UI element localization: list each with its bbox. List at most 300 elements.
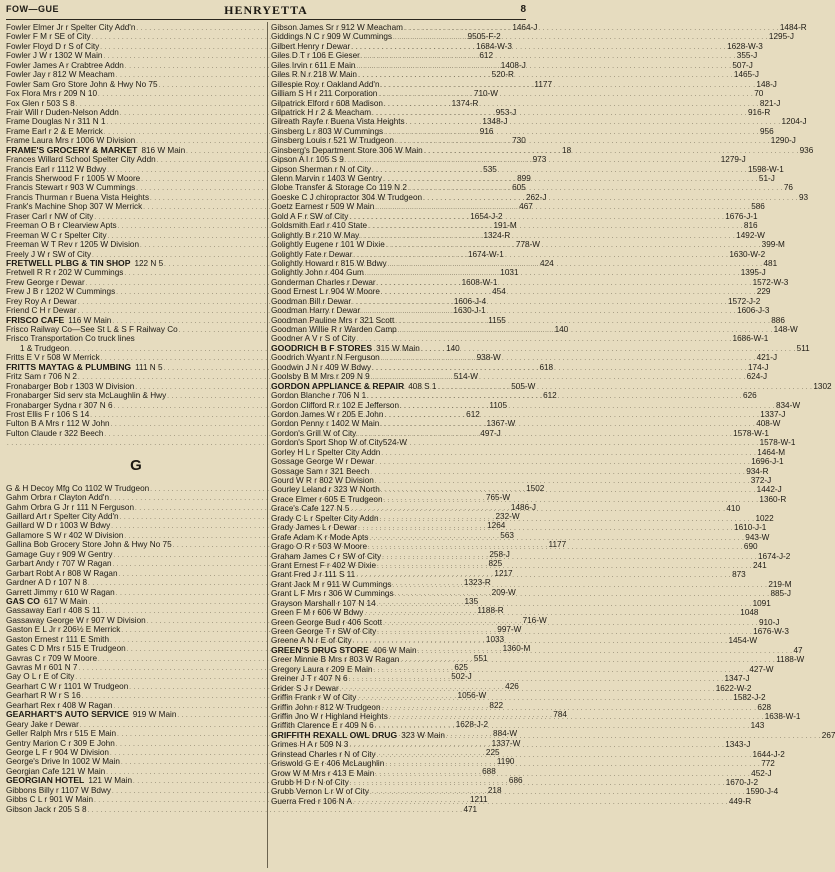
listing-row: [271, 98, 781, 108]
listing-row: [271, 136, 796, 146]
phone-number: 1264: [487, 521, 506, 531]
listing-name: Fowler Elmer Jr r Spelter City Add'n: [6, 23, 136, 32]
listing-row: [271, 664, 774, 674]
listing-name: Gilpatrick Elford r 608 Madison: [271, 98, 383, 108]
listing-name: FRISCO CAFE: [6, 314, 65, 325]
listing-name: Golightly Fate r Dewar: [271, 249, 353, 259]
listing-name: Griffin Jno W r Highland Heights: [271, 711, 388, 721]
phone-number: 1022: [755, 513, 774, 523]
phone-number: 505-W: [511, 381, 536, 391]
phone-number: 1217: [494, 568, 513, 578]
phone-number: 1578-W-1: [759, 438, 796, 448]
phone-number: 1572-J-2: [727, 296, 761, 306]
listing-name: GRIFFITH REXALL OWL DRUG: [271, 729, 398, 740]
listing-name: Gallamore S W r 402 W Division: [6, 530, 124, 540]
phone-number: 427-W: [749, 664, 774, 674]
listing-name: Frame Douglas N r 311 N 1: [6, 117, 106, 127]
listing-name: Gavras C r 709 W Moore: [6, 653, 97, 663]
listing-row: [271, 523, 767, 533]
phone-number: 1486-J: [510, 502, 536, 512]
listing-name: Freeman W C r Spelter City: [6, 230, 107, 240]
listing-row: [271, 41, 763, 51]
phone-number: 140: [446, 343, 460, 353]
listing-name: Fretwell R R r 202 W Cummings: [6, 268, 124, 278]
business-listing: [271, 380, 832, 391]
listing-name: Gregory Laura r 209 E Main: [271, 664, 373, 674]
listing-name: Grant Fred J r 111 S 11: [271, 570, 356, 580]
listing-name: Giles R N r 218 W Main: [271, 70, 357, 80]
phone-number: 690: [743, 542, 758, 552]
phone-number: 454: [492, 287, 506, 297]
listing-name: Goetz Earnest r 509 W Main: [271, 202, 375, 212]
listing-row: [271, 428, 769, 438]
listing-name: Fronabarger Bob r 1303 W Division: [6, 381, 135, 391]
listing-name: Grubb Vernon L r W of City: [271, 787, 369, 797]
listing-name: Gibbs C L r 901 W Main: [6, 795, 94, 805]
listing-name: Fowler J W r 1302 W Main: [6, 51, 103, 61]
phone-number: 688: [482, 766, 496, 776]
phone-number: 1628-W-3: [727, 41, 763, 51]
phone-number: 710-W: [473, 89, 499, 99]
listing-row: [271, 419, 781, 429]
listing-name: Francis Thurman r Buena Vista Heights: [6, 192, 150, 202]
phone-number: 1091: [752, 598, 771, 608]
listing-name: Glenn Marvin r 1403 W Gentry: [271, 174, 383, 183]
listing-name: GEORGIAN HOTEL: [6, 775, 85, 786]
phone-number: 626: [743, 391, 757, 401]
listing-row: [271, 530, 770, 542]
listing-name: Gallina Bob Grocery Store John & Hwy No 75: [6, 540, 172, 550]
listing-name: Friend C H r Dewar: [6, 306, 77, 316]
phone-number: 372-J: [750, 476, 772, 485]
phone-number: 1628-J-2: [455, 719, 489, 729]
phone-number: 471: [463, 804, 478, 814]
listing-row: [271, 513, 774, 523]
listing-row: [271, 164, 784, 174]
phone-number: 410: [726, 504, 741, 514]
phone-number: 1638-W-1: [764, 711, 801, 721]
phone-number: 1190: [496, 757, 515, 767]
listing-name: Goodrich Wyant r N Ferguson: [271, 353, 380, 363]
phone-number: 956: [759, 126, 774, 136]
phone-number: 816: [743, 221, 758, 231]
listing-address: 116 W Main: [68, 315, 112, 325]
phone-number: 1644-J-2: [752, 749, 785, 759]
phone-number: 1676-J-1: [725, 211, 758, 221]
phone-number: 822: [489, 700, 504, 710]
phone-number: 1676-W-3: [753, 627, 789, 636]
phone-number: 1572-W-3: [752, 277, 789, 287]
phone-number: 1056-W: [457, 691, 487, 701]
listing-name: Green George Bud r 406 Scott: [271, 617, 383, 627]
phone-number: 1374-R: [451, 98, 479, 108]
listing-name: FRITTS MAYTAG & PLUMBING: [6, 361, 132, 372]
listing-row: [271, 796, 752, 806]
phone-number: 1177: [548, 540, 567, 550]
phone-number: 1295-J: [768, 32, 794, 42]
phone-number: 1464-J: [512, 23, 538, 32]
listing-name: Gahm Orbra G Jr r 111 N Ferguson: [6, 502, 135, 512]
listing-address: 121 W Main: [88, 776, 132, 786]
listing-name: Fowler Floyd D r S of City: [6, 41, 100, 51]
phone-number: 1582-J-2: [733, 693, 766, 703]
listing-name: Gilreath Rayfe r Buena Vista Heights: [271, 117, 405, 127]
listing-name: Geller Ralph Mrs r 515 E Main: [6, 729, 117, 739]
listing-row: [271, 447, 786, 457]
listing-name: GORDON APPLIANCE & REPAIR: [271, 380, 405, 391]
listing-name: Freeman W T Rev r 1205 W Division: [6, 240, 140, 250]
listing-name: Griffin John r 812 W Trudgeon: [271, 702, 381, 712]
phone-number: 467: [519, 202, 533, 212]
phone-number: 1188-R: [477, 606, 504, 616]
phone-number: 778-W: [515, 240, 541, 250]
listing-name: Goodman Bill r Dewar: [271, 296, 352, 306]
listing-name: Grant Jack M r 911 W Cummings: [271, 579, 392, 589]
listing-row: [271, 32, 794, 42]
listing-name: G & H Decoy Mfg Co 1102 W Trudgeon: [6, 483, 150, 493]
listing-name: George L F r 904 W Division: [6, 747, 109, 757]
listing-name: Fulton B A Mrs r 112 W John: [6, 419, 110, 429]
listing-name: Grace Elmer r 605 E Trudgeon: [271, 494, 383, 504]
phone-number: 1105: [489, 400, 507, 410]
listing-name: Grayson Marshall r 107 N 14: [271, 598, 376, 608]
listing-name: Golightly John r 404 Gum: [271, 268, 364, 278]
listing-name: Grinstead Charles r N of City: [271, 749, 376, 759]
phone-number: 784: [553, 710, 567, 720]
listing-row: [271, 51, 758, 61]
listing-name: Good Ernest L r 904 W Moore: [271, 287, 380, 297]
phone-number: 1337-W: [491, 738, 521, 748]
phone-number: 612: [543, 391, 557, 401]
phone-number: 481: [763, 258, 778, 268]
listing-row: [271, 787, 779, 797]
listing-name: Fowler Jay r 812 W Meacham: [6, 70, 115, 80]
phone-number: 884-W: [493, 729, 518, 739]
listing-name: Greer Minnie B Mrs r 803 W Ragan: [271, 655, 400, 665]
phone-number: 1031: [500, 268, 519, 278]
phone-number: 916-R: [748, 107, 771, 117]
listing-name: Gordon Blanche r 706 N 1: [271, 391, 367, 401]
phone-number: 1464-M: [757, 447, 786, 457]
listing-row: [271, 183, 793, 193]
phone-number: 1590-J-4: [745, 787, 779, 797]
phone-number: 1323-R: [463, 578, 491, 588]
phone-number: 1337-J: [760, 409, 786, 419]
listing-name: Grimes H A r 509 N 3: [271, 740, 349, 750]
listing-name: Greene A N r E of City: [271, 636, 352, 646]
phone-number: 1598-W-1: [748, 164, 784, 174]
listing-name: Fowler Sam Gro Store John & Hwy No 75: [6, 79, 158, 89]
phone-number: 1408-J: [500, 60, 526, 70]
listing-name: Frank's Machine Shop 307 W Merrick: [6, 202, 143, 212]
business-listing: [271, 729, 835, 740]
listing-name: Gordon Penny r 1402 W Main: [271, 419, 380, 429]
listing-name: Frost Ellis F r 106 S 14: [6, 409, 90, 419]
phone-number: 232-W: [495, 512, 520, 521]
listing-row: [271, 504, 741, 514]
listing-row: [271, 70, 759, 80]
listing-name: Frew J B r 1202 W Cummings: [6, 287, 116, 297]
listing-name: Gaston E L Jr r 206½ E Merrick: [6, 625, 121, 635]
phone-number: 834-W: [775, 400, 801, 410]
listing-address: 111 N 5: [135, 362, 163, 372]
listing-name: Freeman O B r Clearview Apts: [6, 221, 117, 231]
phone-number: 408-W: [756, 419, 781, 429]
phone-number: 520-R: [491, 70, 514, 80]
leader-dots: [353, 797, 728, 808]
phone-number: 938-W: [476, 353, 501, 363]
phone-number: 1610-J-1: [734, 523, 767, 533]
listing-name: GAS CO: [6, 595, 40, 606]
listing-name: Grago O R r 503 W Moore: [271, 542, 368, 552]
listing-name: Gassaway George W r 907 W Division: [6, 615, 146, 625]
phone-number: 625: [454, 663, 468, 672]
phone-number: 267: [821, 730, 835, 740]
listing-name: Garrett Jimmy r 610 W Ragan: [6, 587, 115, 597]
phone-number: 943-W: [745, 532, 770, 542]
listing-name: Gilbert Henry r Dewar: [271, 41, 351, 51]
listing-name: Frair Will r Duden-Nelson Addn: [6, 107, 119, 117]
phone-number: 524-W: [382, 438, 408, 448]
phone-number: 535: [483, 164, 497, 174]
listing-row: [271, 438, 796, 448]
listing-row: [271, 249, 766, 259]
phone-number: 1686-W-1: [732, 334, 769, 344]
listing-name: Grady James L r Dewar: [271, 523, 358, 533]
phone-number: 1324-R: [483, 230, 511, 240]
listing-name: Grant Ernest F r 402 W Dixie: [271, 560, 377, 570]
listing-name: Gaillard Art r Spelter City Add'n: [6, 512, 119, 521]
listing-name: Grow W M Mrs r 413 E Main: [271, 768, 375, 778]
listing-name: Gourley Leland r 323 W North: [271, 485, 380, 495]
listing-name: Gorley H L r Spelter City Addn: [271, 447, 381, 457]
listing-name: Gibson James Sr r 912 W Meacham: [271, 23, 403, 32]
listing-name: Grider S J r Dewar: [271, 683, 339, 693]
listing-name: Fritz Sam r 706 N 2: [6, 372, 77, 382]
phone-number: 507-J: [732, 60, 753, 70]
listing-name: Freely J W r SW of City: [6, 249, 92, 259]
phone-number: 1188-W: [776, 655, 805, 665]
listing-row: [271, 221, 758, 231]
listing-row: [271, 608, 759, 618]
listing-name: FRETWELL PLBG & TIN SHOP: [6, 257, 131, 268]
listing-row: [271, 296, 761, 306]
listing-row: [271, 353, 778, 363]
listing-name: Griffin Frank r W of City: [271, 693, 357, 703]
phone-number: 899: [517, 174, 531, 183]
listing-name: Fox Flora Mrs r 209 N 10: [6, 89, 97, 99]
phone-number: 873: [732, 570, 746, 580]
listing-address: 122 N 5: [134, 258, 164, 268]
listing-row: [271, 89, 764, 99]
listing-name: Gates C D Mrs r 515 E Trudgeon: [6, 644, 126, 654]
listing-name: Gaillard W D r 1003 W Bdwy: [6, 521, 111, 531]
phone-number: 1654-J-2: [470, 211, 503, 221]
listing-name: Garbart Andy r 707 W Ragan: [6, 559, 112, 569]
phone-number: 219-M: [768, 579, 792, 589]
listing-name: FRAME'S GROCERY & MARKET: [6, 144, 138, 155]
phone-number: 1290-J: [770, 136, 796, 146]
listing-name: Gilpatrick H r 2 & Meacham: [271, 107, 372, 117]
phone-number: 936: [799, 145, 814, 155]
listing-name: Goodman Willie R r Warden Camp: [271, 325, 397, 334]
listing-name: Green George T r SW of City: [271, 627, 377, 636]
header-range: FOW—GUE: [6, 4, 59, 14]
phone-number: 1454-W: [728, 636, 758, 646]
phone-number: 258-J: [489, 549, 510, 559]
listing-name: Frisco Transportation Co truck lines: [6, 334, 135, 344]
phone-number: 174-J: [748, 362, 769, 372]
listing-row: [271, 23, 807, 32]
listing-name: Fritts E V r 508 W Merrick: [6, 353, 100, 363]
listing-address: 406 W Main: [372, 645, 417, 655]
phone-number: 1442-J: [756, 485, 782, 495]
phone-number: 1177: [534, 79, 553, 89]
phone-number: 586: [751, 202, 765, 212]
listing-name: Giddings N C r 909 W Cummings: [271, 32, 393, 42]
listing-row: [271, 700, 772, 712]
listing-row: [271, 740, 751, 750]
listing-name: Gahm Orbra r Clayton Add'n: [6, 493, 110, 503]
listing-address: 323 W Main: [401, 730, 445, 740]
listing-row: [271, 240, 785, 250]
phone-number: 497-J: [480, 428, 501, 438]
phone-number: 1630-W-2: [729, 249, 766, 259]
listing-address: 816 W Main: [141, 145, 186, 155]
listing-row: [271, 211, 758, 221]
listing-row: [271, 277, 789, 287]
phone-number: 1630-J-1: [453, 306, 486, 316]
business-listing: [271, 342, 810, 353]
listing-name: Gold A F r SW of City: [271, 211, 349, 221]
phone-number: 997-W: [497, 625, 522, 635]
listing-address: 315 W Main: [376, 343, 420, 353]
phone-number: 563: [500, 530, 514, 540]
phone-number: 229: [756, 287, 771, 297]
listing-row: [271, 409, 786, 419]
listing-name: Ginsberg Louis r 521 W Trudgeon: [271, 136, 394, 146]
phone-number: 262-J: [525, 192, 547, 202]
phone-number: 1674-J-2: [758, 551, 791, 561]
listing-name: Gilliam S H r 211 Corporation: [271, 89, 378, 99]
listing-name: Georgian Cafe 121 W Main: [6, 766, 106, 776]
header-title: HENRYETTA: [224, 3, 308, 17]
listing-name: Gearhart R W r S 16: [6, 691, 81, 701]
listing-name: Golightly Howard r 815 W Bdwy: [271, 258, 387, 268]
phone-number: 1696-J-1: [751, 457, 784, 467]
phone-number: 973: [532, 155, 547, 165]
listing-name: Frew George r Dewar: [6, 277, 85, 287]
phone-number: 1606-J-4: [453, 296, 487, 306]
listing-name: Gamage Guy r 909 W Gentry: [6, 549, 113, 559]
listing-name: Fowler F M r SE of City: [6, 32, 91, 42]
listing-row: [271, 466, 769, 476]
section-letter: G: [130, 457, 142, 475]
listing-name: Gillespie Roy r Oakland Add'n: [271, 79, 380, 89]
listing-name: Greiner J T r 407 N 6: [271, 674, 348, 684]
listing-name: Golightly Eugene r 101 W Dixie: [271, 240, 385, 250]
phone-number: 1684-W-3: [476, 41, 512, 51]
phone-number: 821-J: [759, 98, 781, 108]
phone-number: 511: [796, 343, 810, 353]
phone-number: 218: [487, 785, 502, 795]
phone-number: 1211: [469, 795, 488, 805]
listing-name: Giles D T r 106 E Gieser: [271, 51, 360, 61]
listing-row: [271, 306, 770, 316]
listing-name: Graham James C r SW of City: [271, 551, 382, 561]
listing-row: [271, 107, 771, 117]
phone-number: 1048: [740, 608, 759, 618]
listing-name: Gay O L r E of City: [6, 672, 75, 682]
listing-name: Gordon's Grill W of City: [271, 428, 357, 438]
listing-row: [271, 627, 789, 636]
phone-number: 1279-J: [720, 155, 746, 165]
phone-number: 1674-W-1: [467, 249, 504, 259]
listing-name: Francis Earl r 1112 W Bdwy: [6, 164, 107, 174]
phone-number: 1606-J-3: [737, 306, 770, 316]
listing-name: Ginsberg L r 803 W Cummings: [271, 126, 384, 136]
phone-number: 551: [473, 653, 488, 663]
listing-name: Goodner A V r S of City: [271, 334, 356, 344]
listing-name: Gonderman Charles r Dewar: [271, 277, 376, 287]
listing-name: Garbart Robt A r 808 W Ragan: [6, 568, 118, 578]
listing-row: [271, 549, 791, 561]
phone-number: 772: [761, 759, 775, 769]
phone-number: 1608-W-1: [461, 277, 498, 287]
listing-name: Gassaway Earl r 408 S 11: [6, 606, 101, 616]
phone-number: 452-J: [751, 768, 772, 778]
listing-row: [271, 681, 752, 693]
listing-row: [271, 315, 785, 325]
phone-number: 1360-R: [759, 494, 787, 504]
phone-number: 209-W: [491, 587, 516, 597]
phone-number: 449-R: [728, 796, 752, 806]
listing-name: Ginsberg's Department Store 306 W Main: [271, 145, 423, 155]
listing-name: GOODRICH B F STORES: [271, 342, 373, 353]
phone-number: 612: [466, 409, 480, 419]
phone-number: 953-J: [495, 107, 517, 117]
listing-row: [271, 268, 766, 278]
listing-name: Fox Glen r 503 S 8: [6, 98, 75, 108]
listing-name: Gearhart C W r 1101 W Trudgeon: [6, 681, 129, 691]
phone-number: 916: [479, 126, 494, 136]
phone-number: 9505-F-2: [467, 32, 501, 42]
listing-row: [271, 778, 759, 787]
listing-row: [271, 126, 774, 136]
phone-number: 618: [539, 362, 554, 372]
listing-row: [271, 747, 785, 759]
phone-number: 426: [505, 681, 519, 691]
page-header: [6, 4, 526, 18]
business-listing: [271, 644, 803, 655]
listing-address: 408 S 1: [408, 381, 437, 391]
phone-number: 1033: [485, 634, 505, 644]
phone-number: 241: [753, 560, 767, 570]
listing-row: [271, 589, 791, 599]
listing-name: Gibbons Billy r 1107 W Bdwy: [6, 785, 111, 795]
phone-number: 1343-J: [725, 740, 751, 750]
listing-name: Goolsby B M Mrs r 209 N 9: [271, 372, 370, 382]
phone-number: 135: [464, 596, 479, 606]
listing-name: Fulton Claude r 322 Beech: [6, 428, 104, 438]
phone-number: 910-J: [758, 617, 780, 627]
listing-row: [271, 60, 753, 70]
phone-number: 686: [508, 776, 523, 786]
listing-name: 1 & Trudgeon: [20, 343, 70, 353]
listing-name: Globe Transfer & Storage Co 119 N 2: [271, 183, 407, 193]
listing-row: [6, 804, 478, 814]
phone-number: 1360-M: [502, 644, 531, 654]
